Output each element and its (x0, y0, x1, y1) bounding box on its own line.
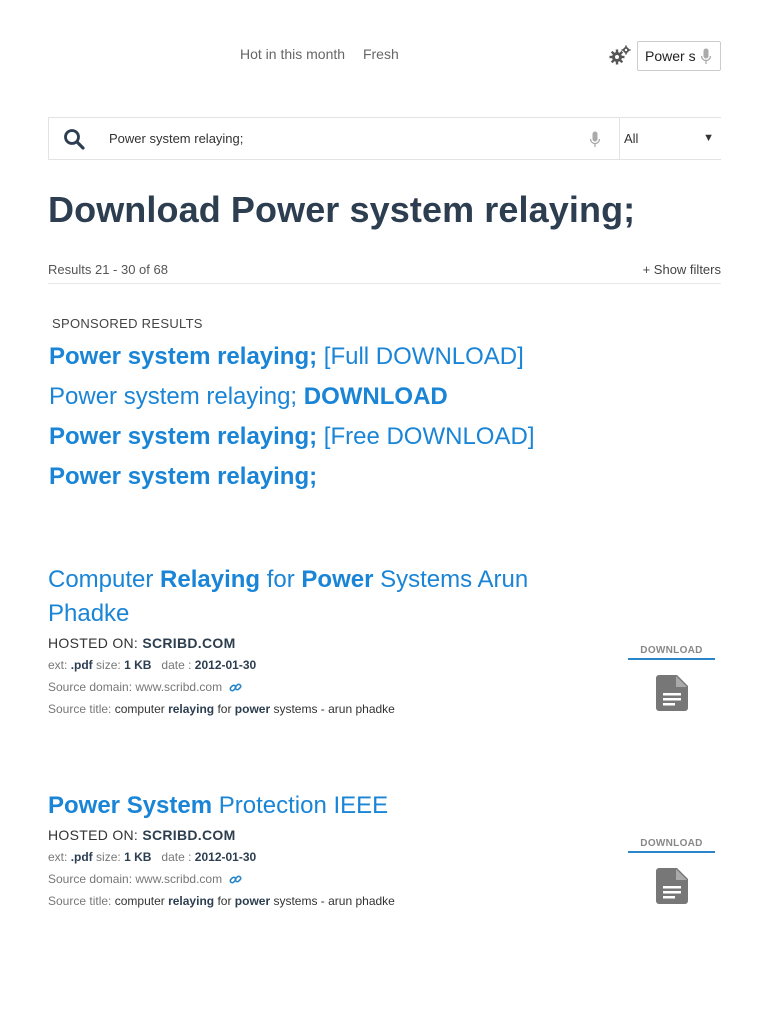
results-bar (48, 262, 721, 284)
source-label: Source title: (48, 702, 112, 716)
result-title-link[interactable] (48, 563, 608, 631)
divider (619, 118, 620, 159)
date-value: 2012-01-30 (194, 850, 257, 864)
domain-value: www.scribd.com (135, 680, 223, 694)
source-domain (48, 871, 721, 887)
source-domain (48, 679, 721, 695)
result-title-link[interactable] (48, 789, 608, 823)
sponsored-link-2[interactable] (49, 383, 448, 411)
domain-label: Source domain: (48, 680, 133, 694)
sponsored-link-4[interactable] (49, 463, 317, 491)
link-icon[interactable] (229, 873, 242, 886)
results-summary: Results 21 - 30 of 68 (48, 262, 168, 277)
download-button[interactable]: DOWNLOAD (628, 645, 715, 660)
document-icon[interactable] (656, 868, 688, 904)
source-text: for (214, 894, 235, 908)
show-filters-button[interactable]: + Show filters (642, 262, 721, 277)
sponsored-link-bold: Power system relaying; (49, 423, 318, 450)
search-input[interactable]: Power system relaying; (109, 131, 244, 146)
sponsored-link-bold: DOWNLOAD (303, 383, 448, 410)
title-text: Systems Arun Phadke (48, 566, 529, 627)
main-search-bar (48, 117, 721, 160)
hosted-on (48, 635, 721, 651)
title-text: Protection IEEE (212, 792, 389, 819)
size-label: size: (96, 658, 121, 672)
source-label: Source title: (48, 894, 112, 908)
result-item (48, 789, 721, 909)
source-text: computer (114, 894, 169, 908)
category-select-value: All (624, 131, 639, 146)
title-highlight: Relaying (160, 566, 261, 593)
sponsored-link-bold: Power system relaying; (49, 463, 318, 490)
download-button[interactable]: DOWNLOAD (628, 838, 715, 853)
file-info (48, 849, 721, 865)
microphone-icon[interactable] (589, 131, 601, 149)
top-search-input[interactable] (637, 41, 721, 71)
nav-hot-this-month[interactable]: Hot in this month (240, 46, 346, 62)
link-icon[interactable] (229, 681, 242, 694)
source-title (48, 701, 721, 717)
sponsored-label: SPONSORED RESULTS (52, 316, 203, 331)
date-label: date : (161, 850, 192, 864)
hosted-value: SCRIBD.COM (142, 827, 236, 843)
hosted-value: SCRIBD.COM (142, 635, 236, 651)
source-text: systems - arun phadke (270, 894, 395, 908)
sponsored-link-3[interactable] (49, 423, 534, 451)
sponsored-link-text: [Full DOWNLOAD] (317, 343, 524, 370)
hosted-label: HOSTED ON: (48, 635, 139, 651)
category-select[interactable] (624, 131, 719, 146)
title-highlight: Power (301, 566, 374, 593)
document-icon[interactable] (656, 675, 688, 711)
download-area (628, 645, 715, 716)
ext-label: ext: (48, 850, 68, 864)
date-label: date : (161, 658, 192, 672)
source-highlight: relaying (168, 702, 215, 716)
caret-down-icon: ▼ (703, 132, 714, 144)
source-highlight: power (234, 894, 271, 908)
source-text: computer (114, 702, 169, 716)
search-icon[interactable] (63, 128, 85, 150)
top-nav (240, 46, 413, 62)
title-text: for (260, 566, 302, 593)
size-value: 1 KB (124, 850, 152, 864)
source-highlight: power (234, 702, 271, 716)
sponsored-link-text: [Free DOWNLOAD] (317, 423, 535, 450)
ext-value: .pdf (70, 850, 93, 864)
hosted-label: HOSTED ON: (48, 827, 139, 843)
domain-label: Source domain: (48, 872, 133, 886)
title-highlight: Power System (48, 792, 213, 819)
ext-label: ext: (48, 658, 68, 672)
nav-fresh[interactable]: Fresh (362, 46, 399, 62)
top-search-value: Power s (645, 48, 696, 64)
source-text: systems - arun phadke (270, 702, 395, 716)
size-value: 1 KB (124, 658, 152, 672)
source-text: for (214, 702, 235, 716)
page-title: Download Power system relaying; (48, 189, 636, 230)
sponsored-link-text: Power system relaying; (49, 383, 304, 410)
microphone-icon[interactable] (700, 48, 712, 66)
sponsored-link-1[interactable] (49, 343, 524, 371)
source-title (48, 893, 721, 909)
date-value: 2012-01-30 (194, 658, 257, 672)
domain-value: www.scribd.com (135, 872, 223, 886)
ext-value: .pdf (70, 658, 93, 672)
file-info (48, 657, 721, 673)
download-area (628, 838, 715, 909)
gears-icon[interactable] (609, 44, 631, 66)
title-text: Computer (48, 566, 161, 593)
hosted-on (48, 827, 721, 843)
size-label: size: (96, 850, 121, 864)
source-highlight: relaying (168, 894, 215, 908)
result-item (48, 563, 721, 717)
sponsored-link-bold: Power system relaying; (49, 343, 318, 370)
